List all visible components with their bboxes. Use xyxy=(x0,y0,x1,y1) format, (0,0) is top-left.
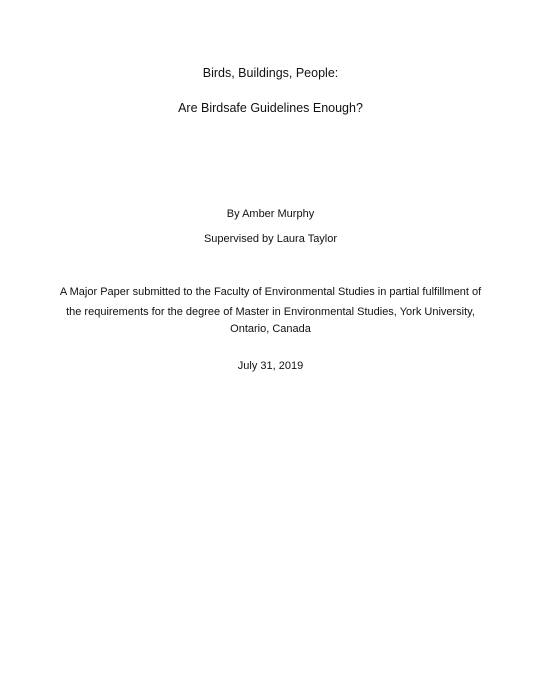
author-line: By Amber Murphy xyxy=(226,208,315,220)
submission-date: July 31, 2019 xyxy=(237,360,304,372)
statement-line-2: the requirements for the degree of Master in Environmental Studies, York University, xyxy=(66,306,475,318)
statement-line-3: Ontario, Canada xyxy=(230,323,311,335)
supervisor-line: Supervised by Laura Taylor xyxy=(203,233,338,245)
title-line-1: Birds, Buildings, People: xyxy=(202,66,339,80)
title-line-2: Are Birdsafe Guidelines Enough? xyxy=(178,101,363,115)
statement-line-1: A Major Paper submitted to the Faculty of Environmental Studies in partial fulfillment of xyxy=(59,286,482,298)
